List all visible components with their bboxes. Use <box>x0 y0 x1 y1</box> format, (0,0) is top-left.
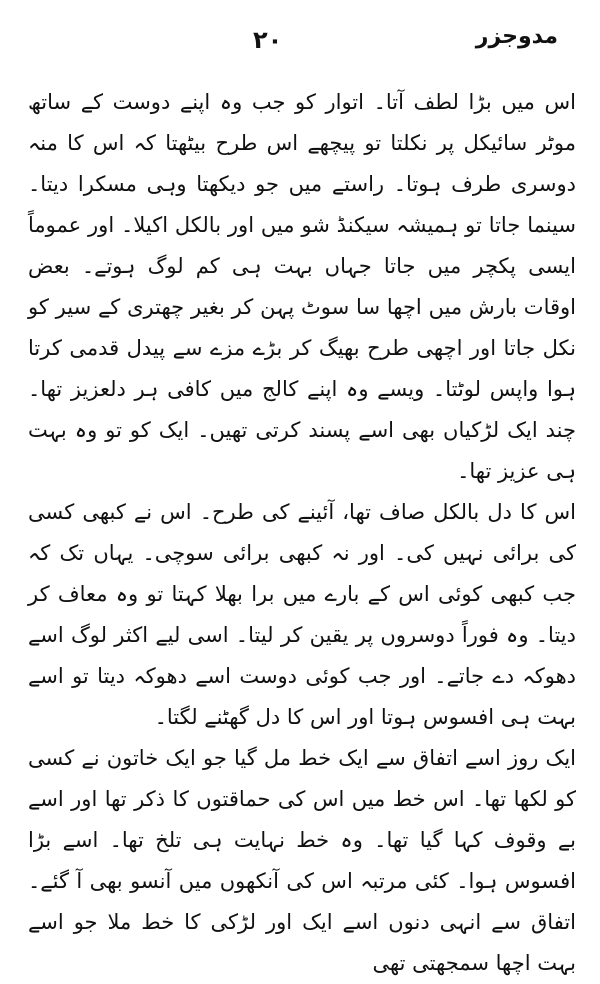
paragraph-1: اس میں بڑا لطف آتا۔ اتوار کو جب وہ اپنے دوست کے ساتھ موٹر سائیکل پر نکلتا تو پیچھے اس طرح بیٹھتا کہ اس کا منہ دوسری طرف ہوتا۔ راستے میں جو دیکھتا وہی مسکرا دیتا۔ سینما جاتا تو ہمیشہ سیکنڈ شو میں اور بالکل اکیلا۔ اور عموماً ایسی پکچر میں جاتا جہاں بہت ہی کم لوگ ہوتے۔ بعض اوقات بارش میں اچھا سا سوٹ پہن کر بغیر چھتری کے سیر کو نکل جاتا اور اچھی طرح بھیگ کر بڑے مزے سے پیدل قدمی کرتا ہوا واپس لوٹتا۔ ویسے وہ اپنے کالج میں کافی ہر دلعزیز تھا۔ چند ایک لڑکیاں بھی اسے پسند کرتی تھیں۔ ایک کو تو وہ بہت ہی عزیز تھا۔ <box>28 90 576 483</box>
paragraph-2: اس کا دل بالکل صاف تھا، آئینے کی طرح۔ اس نے کبھی کسی کی برائی نہیں کی۔ اور نہ کبھی برائی سوچی۔ یہاں تک کہ جب کبھی کوئی اس کے بارے میں برا بھلا کہتا تو وہ معاف کر دیتا۔ وہ فوراً دوسروں پر یقین کر لیتا۔ اسی لیے اکثر لوگ اسے دھوکہ دے جاتے۔ اور جب کوئی دوست اسے دھوکہ دیتا تو اسے بہت ہی افسوس ہوتا اور اس کا دل گھٹنے لگتا۔ <box>28 500 576 729</box>
body-text <box>28 82 576 984</box>
page-number: ۲۰ <box>253 26 283 54</box>
paragraph-3: ایک روز اسے اتفاق سے ایک خط مل گیا جو ایک خاتون نے کسی کو لکھا تھا۔ اس خط میں اس کی حماقتوں کا ذکر تھا اور اسے بے وقوف کہا گیا تھا۔ وہ خط نہایت ہی تلخ تھا۔ اسے بڑا افسوس ہوا۔ کئی مرتبہ اس کی آنکھوں میں آنسو بھی آ گئے۔ اتفاق سے انہی دنوں اسے ایک اور لڑکی کا خط ملا جو اسے بہت اچھا سمجھتی تھی <box>28 746 576 975</box>
page-header <box>0 20 600 60</box>
running-head: مدوجزر <box>475 24 558 49</box>
